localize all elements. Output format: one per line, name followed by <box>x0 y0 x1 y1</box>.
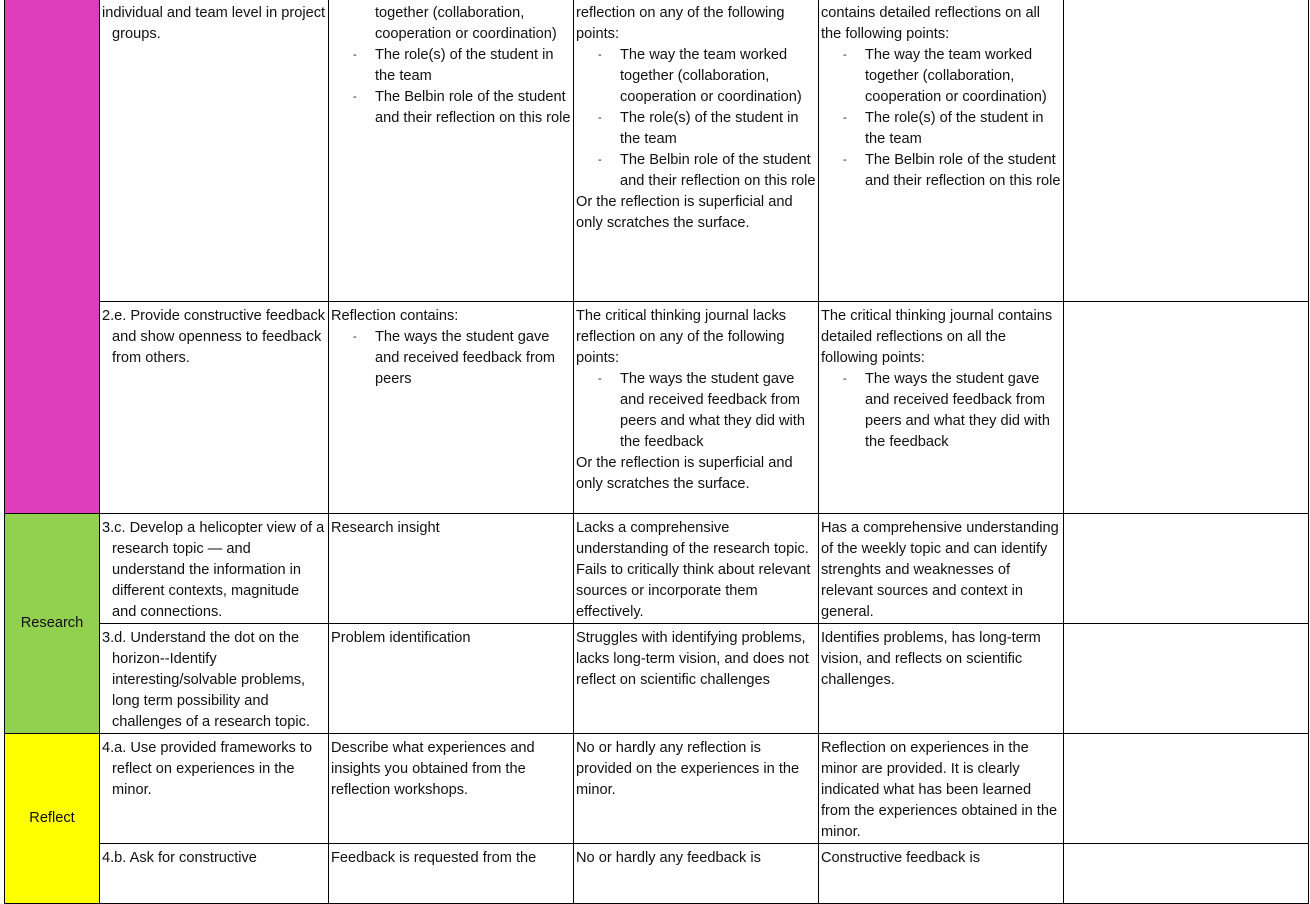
list-item: - The Belbin role of the student and their reflection on this role <box>331 87 571 129</box>
criterion-cell <box>329 0 574 302</box>
objective-text: 3.c. Develop a helicopter view of a research topic — and understand the information in different contexts, magnitude and connections. <box>102 520 325 620</box>
list-item: - The role(s) of the student in the team <box>821 108 1061 150</box>
list-item: - The ways the student gave and received feedback from peers <box>331 327 571 390</box>
sufficient-cell <box>819 844 1064 904</box>
list-item: - The way the team worked together (collaboration, cooperation or coordination) <box>576 45 816 108</box>
insufficient-cell <box>574 844 819 904</box>
category-label: Reflect <box>29 810 75 826</box>
sufficient-cell <box>819 734 1064 844</box>
list-item: - The role(s) of the student in the team <box>331 45 571 87</box>
insufficient-cell <box>574 624 819 734</box>
insufficient-cell <box>574 514 819 624</box>
sufficient-list <box>821 45 1061 192</box>
sufficient-cell <box>819 0 1064 302</box>
sufficient-text: Has a comprehensive understanding of the weekly topic and can identify strenghts and weaknesses of relevant sources and context in general. <box>821 520 1059 620</box>
sufficient-text: Identifies problems, has long-term vision, and reflects on scientific challenges. <box>821 630 1041 688</box>
insufficient-list <box>576 369 816 453</box>
objective-text: 4.a. Use provided frameworks to reflect on experiences in the minor. <box>102 740 313 798</box>
table-row <box>5 0 1309 302</box>
criterion-cell <box>329 844 574 904</box>
insufficient-intro: The critical thinking journal lacks reflection on any of the following points: <box>576 308 787 366</box>
empty-cell <box>1064 844 1309 904</box>
list-item: - The Belbin role of the student and their reflection on this role <box>576 150 816 192</box>
criterion-intro: Reflection contains: <box>331 308 459 324</box>
empty-cell <box>1064 624 1309 734</box>
empty-cell <box>1064 514 1309 624</box>
insufficient-text: Lacks a comprehensive understanding of the research topic. Fails to critically think about relevant sources or incorporate them effectively. <box>576 520 811 620</box>
criterion-cell <box>329 734 574 844</box>
rubric-table <box>4 0 1309 904</box>
sufficient-list <box>821 369 1061 453</box>
table-row <box>5 734 1309 844</box>
criterion-cell <box>329 302 574 514</box>
insufficient-intro: reflection on any of the following points: <box>576 5 785 42</box>
objective-cell <box>100 302 329 514</box>
list-item-continued: together (collaboration, cooperation or coordination) <box>375 5 557 42</box>
category-cell-research <box>5 514 100 734</box>
sufficient-cell <box>819 302 1064 514</box>
list-item: - The way the team worked together (collaboration, cooperation or coordination) <box>821 45 1061 108</box>
list-item: - The ways the student gave and received feedback from peers and what they did with the feedback <box>576 369 816 453</box>
empty-cell <box>1064 734 1309 844</box>
criterion-list <box>331 3 571 129</box>
sufficient-cell <box>819 514 1064 624</box>
sufficient-intro: The critical thinking journal contains detailed reflections on all the following points: <box>821 308 1053 366</box>
insufficient-cell <box>574 302 819 514</box>
category-cell-collaborate <box>5 0 100 514</box>
insufficient-outro: Or the reflection is superficial and only scratches the surface. <box>576 455 793 492</box>
objective-cell <box>100 0 329 302</box>
insufficient-text: No or hardly any reflection is provided on the experiences in the minor. <box>576 740 800 798</box>
criterion-list <box>331 327 571 390</box>
table-row <box>5 624 1309 734</box>
insufficient-text: No or hardly any feedback is <box>576 850 761 866</box>
criterion-cell <box>329 624 574 734</box>
list-item: - The role(s) of the student in the team <box>576 108 816 150</box>
insufficient-cell <box>574 734 819 844</box>
sufficient-text: Reflection on experiences in the minor are provided. It is clearly indicated what has been learned from the experiences obtained in the minor. <box>821 740 1058 840</box>
sufficient-text: Constructive feedback is <box>821 850 980 866</box>
objective-text: 4.b. Ask for constructive <box>102 850 257 866</box>
table-row <box>5 302 1309 514</box>
category-cell-reflect <box>5 734 100 904</box>
insufficient-outro: Or the reflection is superficial and only scratches the surface. <box>576 194 793 231</box>
criterion-cell <box>329 514 574 624</box>
list-item: - The ways the student gave and received feedback from peers and what they did with the feedback <box>821 369 1061 453</box>
insufficient-text: Struggles with identifying problems, lacks long-term vision, and does not reflect on scientific challenges <box>576 630 809 688</box>
objective-text: individual and team level in project groups. <box>102 5 326 42</box>
criterion-text: Research insight <box>331 520 440 536</box>
objective-text: 3.d. Understand the dot on the horizon--Identify interesting/solvable problems, long term possibility and challenges of a research topic. <box>102 630 310 730</box>
empty-cell <box>1064 0 1309 302</box>
table-row <box>5 844 1309 904</box>
objective-cell <box>100 624 329 734</box>
objective-cell <box>100 514 329 624</box>
objective-cell <box>100 734 329 844</box>
list-item: - The Belbin role of the student and their reflection on this role <box>821 150 1061 192</box>
criterion-text: Problem identification <box>331 630 471 646</box>
sufficient-cell <box>819 624 1064 734</box>
objective-text: 2.e. Provide constructive feedback and show openness to feedback from others. <box>102 308 326 366</box>
empty-cell <box>1064 302 1309 514</box>
insufficient-list <box>576 45 816 192</box>
criterion-text: Describe what experiences and insights you obtained from the reflection workshops. <box>331 740 535 798</box>
insufficient-cell <box>574 0 819 302</box>
table-row <box>5 514 1309 624</box>
objective-cell <box>100 844 329 904</box>
sufficient-intro: contains detailed reflections on all the following points: <box>821 5 1041 42</box>
criterion-text: Feedback is requested from the <box>331 850 537 866</box>
category-label: Research <box>20 615 84 631</box>
